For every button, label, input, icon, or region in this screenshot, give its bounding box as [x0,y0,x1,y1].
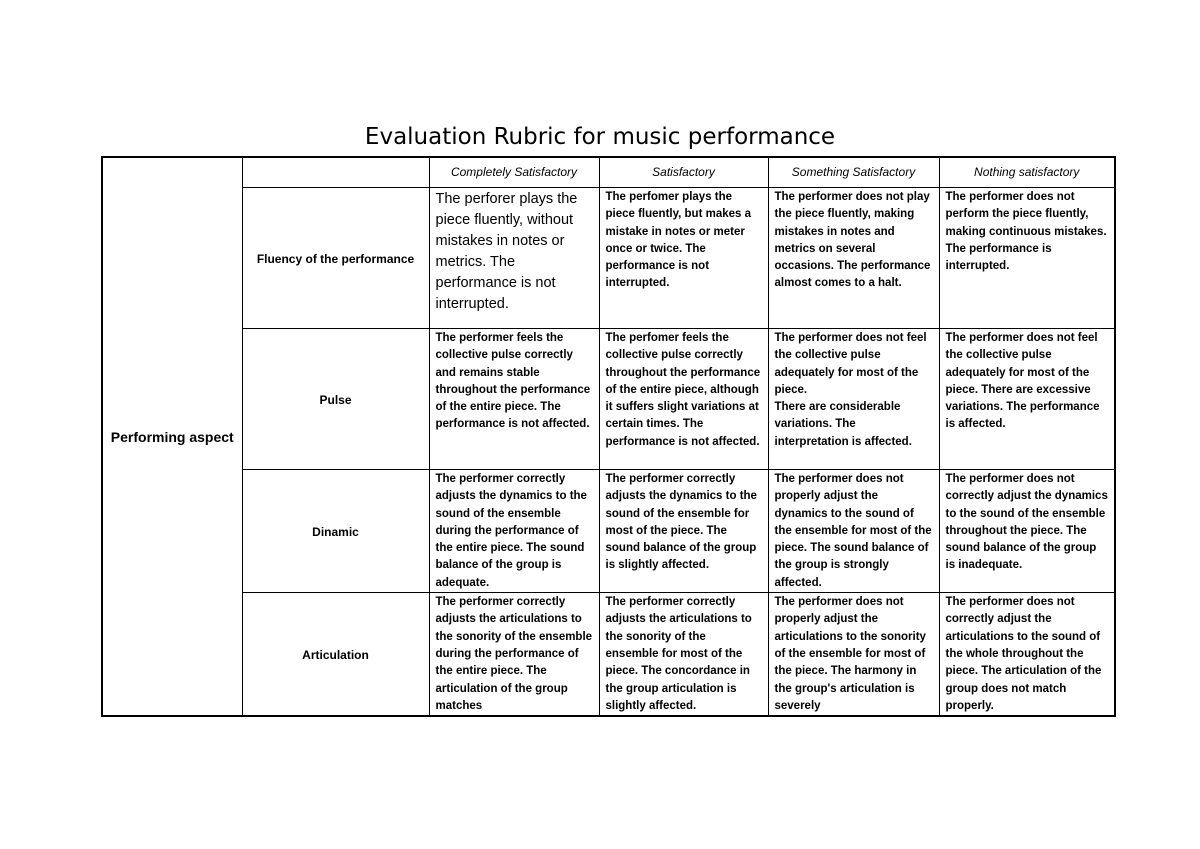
rubric-table [101,156,1116,717]
rubric-cell: The performer does not feel the collective pulse adequately for most of the piece. There are considerable variations. The interpretation is affected. [768,329,939,470]
rubric-cell: The perforer plays the piece fluently, without mistakes in notes or metrics. The performance is not interrupted. [429,188,599,329]
criterion-label: Dinamic [242,470,429,593]
aspect-label: Performing aspect [102,157,242,716]
column-header: Satisfactory [599,157,768,188]
page-title: Evaluation Rubric for music performance [364,124,836,150]
rubric-cell: The performer does not properly adjust the articulations to the sonority of the ensemble for most of the piece. The harmony in the group's articulation is severely [768,593,939,717]
table-row [102,188,1115,329]
rubric-cell: The performer correctly adjusts the articulations to the sonority of the ensemble during the performance of the entire piece. The articulation of the group matches [429,593,599,717]
rubric-cell: The performer does not properly adjust the dynamics to the sound of the ensemble for most of the piece. The sound balance of the group is strongly affected. [768,470,939,593]
criterion-label: Fluency of the performance [242,188,429,329]
rubric-cell: The perfomer feels the collective pulse correctly throughout the performance of the entire piece, although it suffers slight variations at certain times. The performance is not affected. [599,329,768,470]
rubric-cell: The performer does not correctly adjust the dynamics to the sound of the ensemble throughout the piece. The sound balance of the group is inadequate. [939,470,1115,593]
rubric-cell: The performer does not correctly adjust the articulations to the sound of the whole throughout the piece. The articulation of the group does not match properly. [939,593,1115,717]
column-header: Something Satisfactory [768,157,939,188]
rubric-cell: The performer does not feel the collective pulse adequately for most of the piece. There are excessive variations. The performance is affected. [939,329,1115,470]
rubric-cell: The performer feels the collective pulse correctly and remains stable throughout the performance of the entire piece. The performance is not affected. [429,329,599,470]
rubric-cell: The performer does not play the piece fluently, making mistakes in notes and metrics on several occasions. The performance almost comes to a halt. [768,188,939,329]
table-row [102,329,1115,470]
rubric-cell: The perfomer plays the piece fluently, but makes a mistake in notes or meter once or twice. The performance is not interrupted. [599,188,768,329]
criterion-label: Articulation [242,593,429,717]
header-row [102,157,1115,188]
header-blank-cell [242,157,429,188]
column-header: Completely Satisfactory [429,157,599,188]
table-row [102,593,1115,717]
criterion-label: Pulse [242,329,429,470]
rubric-cell: The performer correctly adjusts the dynamics to the sound of the ensemble during the performance of the entire piece. The sound balance of the group is adequate. [429,470,599,593]
column-header: Nothing satisfactory [939,157,1115,188]
table-row [102,470,1115,593]
rubric-cell: The performer does not perform the piece fluently, making continuous mistakes. The performance is interrupted. [939,188,1115,329]
rubric-cell: The performer correctly adjusts the articulations to the sonority of the ensemble for most of the piece. The concordance in the group articulation is slightly affected. [599,593,768,717]
rubric-cell: The performer correctly adjusts the dynamics to the sound of the ensemble for most of the piece. The sound balance of the group is slightly affected. [599,470,768,593]
